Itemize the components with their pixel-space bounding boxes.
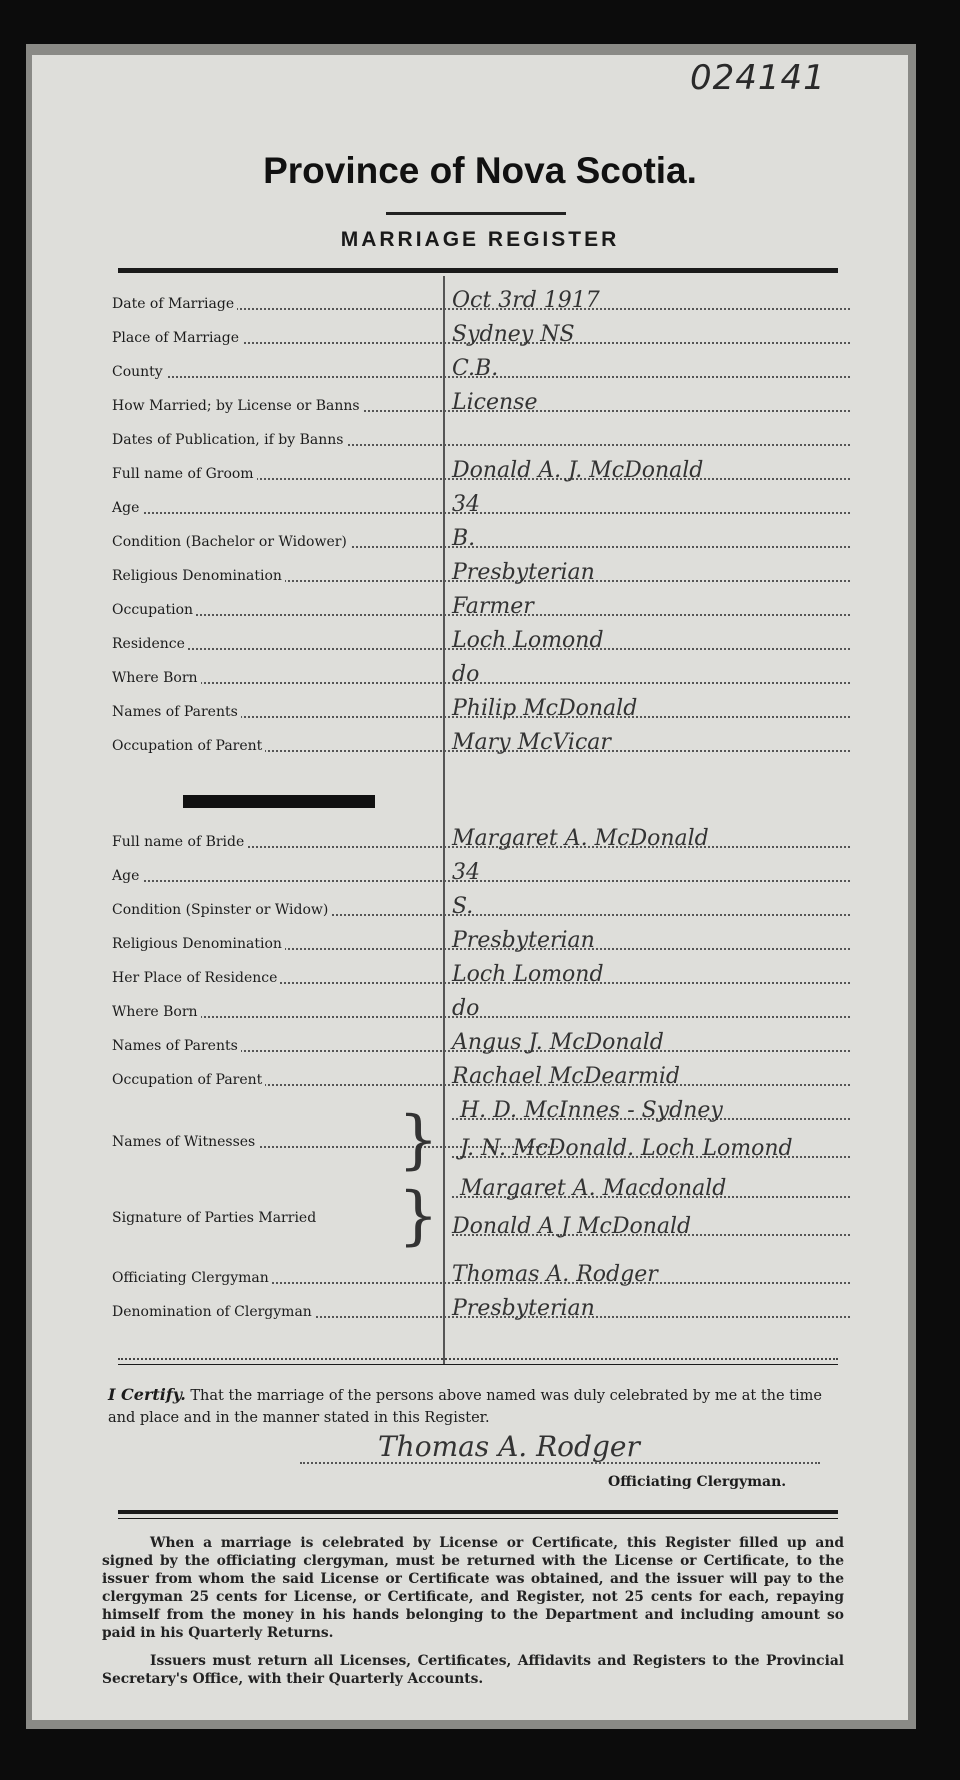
form-row [112, 862, 850, 886]
signatures-brace: } [398, 1179, 439, 1253]
form-row [112, 1066, 850, 1090]
bride-signature: Margaret A. Macdonald [460, 1176, 727, 1201]
notice-rule-thin [118, 1518, 838, 1519]
field-label: Religious Denomination [112, 936, 285, 952]
field-label: Full name of Groom [112, 466, 257, 482]
field-label: How Married; by License or Banns [112, 398, 363, 414]
instructions-notice [102, 1534, 844, 1698]
notice-paragraph-1: When a marriage is celebrated by License or Certificate, this Register filled up and signed by the officiating clergyman, must be returned with the License or Certificate, to the issuer from whom the said License or Certificate was obtained, and the issuer will pay to the clergyman 25 cents for License, or Certificate, and Register, not 25 cents for each, repaying himself from the money in his hands belonging to the Department and including amount so paid in his Quarterly Returns. [102, 1535, 844, 1641]
field-label: Place of Marriage [112, 330, 242, 346]
field-value: License [452, 390, 538, 415]
header-rule [118, 268, 838, 273]
form-row [112, 664, 850, 688]
field-value: Sydney NS [452, 322, 575, 347]
form-row [112, 528, 850, 552]
field-label: Occupation of Parent [112, 1072, 265, 1088]
form-row [112, 562, 850, 586]
field-value: Farmer [452, 594, 534, 619]
field-value: Loch Lomond [452, 628, 604, 653]
field-label: Residence [112, 636, 188, 652]
register-title: MARRIAGE REGISTER [340, 228, 620, 251]
field-value: Donald A. J. McDonald [452, 458, 704, 483]
field-label: Signature of Parties Married [112, 1210, 319, 1226]
clergy-signature: Thomas A. Rodger [378, 1430, 640, 1463]
signature-line [300, 1462, 820, 1464]
field-label: Condition (Spinster or Widow) [112, 902, 331, 918]
field-label: Full name of Bride [112, 834, 247, 850]
province-title: Province of Nova Scotia. [263, 150, 697, 191]
form-row [112, 290, 850, 314]
form-row [112, 358, 850, 382]
form-row [112, 1264, 850, 1288]
field-label: Condition (Bachelor or Widower) [112, 534, 350, 550]
witnesses-brace: } [398, 1103, 439, 1177]
field-label: Occupation [112, 602, 196, 618]
form-row [112, 494, 850, 518]
form-row [112, 828, 850, 852]
signature-line-1 [112, 1178, 850, 1202]
officiating-clergyman-caption: Officiating Clergyman. [608, 1474, 787, 1490]
field-value: do [452, 996, 480, 1021]
form-row [112, 998, 850, 1022]
field-value: Presbyterian [452, 928, 595, 953]
field-label: Occupation of Parent [112, 738, 265, 754]
form-row [112, 732, 850, 756]
field-label: County [112, 364, 166, 380]
section-separator-bar [183, 795, 375, 808]
certification-statement [108, 1384, 848, 1429]
certify-text: That the marriage of the persons above named was duly celebrated by me at the time and place and in the manner stated in this Register. [108, 1388, 823, 1426]
field-value: Presbyterian [452, 560, 595, 585]
witness-1-value: H. D. McInnes - Sydney [460, 1098, 723, 1123]
field-value: B. [452, 526, 476, 551]
field-value: Loch Lomond [452, 962, 604, 987]
form-row [112, 964, 850, 988]
form-row [112, 896, 850, 920]
field-label: Dates of Publication, if by Banns [112, 432, 346, 448]
witness-2-value: J. N. McDonald. Loch Lomond [460, 1136, 793, 1161]
field-label: Names of Parents [112, 1038, 241, 1054]
notice-rule-thick [118, 1510, 838, 1514]
form-row [112, 392, 850, 416]
field-value: C.B. [452, 356, 499, 381]
form-row [112, 426, 850, 450]
field-label: Names of Witnesses [112, 1134, 258, 1150]
field-label: Officiating Clergyman [112, 1270, 272, 1286]
field-value: 34 [452, 492, 480, 517]
field-value: Oct 3rd 1917 [452, 288, 600, 313]
form-row [112, 596, 850, 620]
field-value: Margaret A. McDonald [452, 826, 709, 851]
certify-lead: I Certify. [108, 1385, 186, 1404]
field-label: Age [112, 868, 142, 884]
field-value: Angus J. McDonald [452, 1030, 664, 1055]
field-value: Mary McVicar [452, 730, 611, 755]
certify-dotted-rule [118, 1358, 838, 1360]
form-row [112, 460, 850, 484]
field-label: Names of Parents [112, 704, 241, 720]
form-row [112, 930, 850, 954]
form-row [112, 1298, 850, 1322]
field-label: Date of Marriage [112, 296, 237, 312]
field-label: Her Place of Residence [112, 970, 280, 986]
form-row [112, 630, 850, 654]
groom-signature: Donald A J McDonald [452, 1214, 692, 1239]
field-label: Where Born [112, 1004, 201, 1020]
field-value: 34 [452, 860, 480, 885]
field-label: Denomination of Clergyman [112, 1304, 315, 1320]
field-label: Where Born [112, 670, 201, 686]
field-value: do [452, 662, 480, 687]
field-label: Age [112, 500, 142, 516]
document-number: 024141 [690, 58, 826, 98]
title-rule [386, 212, 566, 215]
field-value: Thomas A. Rodger [452, 1262, 658, 1287]
field-value: Rachael McDearmid [452, 1064, 680, 1089]
witness-line-1 [112, 1100, 850, 1124]
form-row [112, 324, 850, 348]
form-row [112, 698, 850, 722]
field-value: Philip McDonald [452, 696, 638, 721]
form-row [112, 1032, 850, 1056]
field-value: Presbyterian [452, 1296, 595, 1321]
certify-rule [118, 1364, 838, 1365]
field-value: S. [452, 894, 474, 919]
notice-paragraph-2: Issuers must return all Licenses, Certificates, Affidavits and Registers to the Provincial Secretary's Office, with their Quarterly Accounts. [102, 1653, 844, 1687]
field-label: Religious Denomination [112, 568, 285, 584]
